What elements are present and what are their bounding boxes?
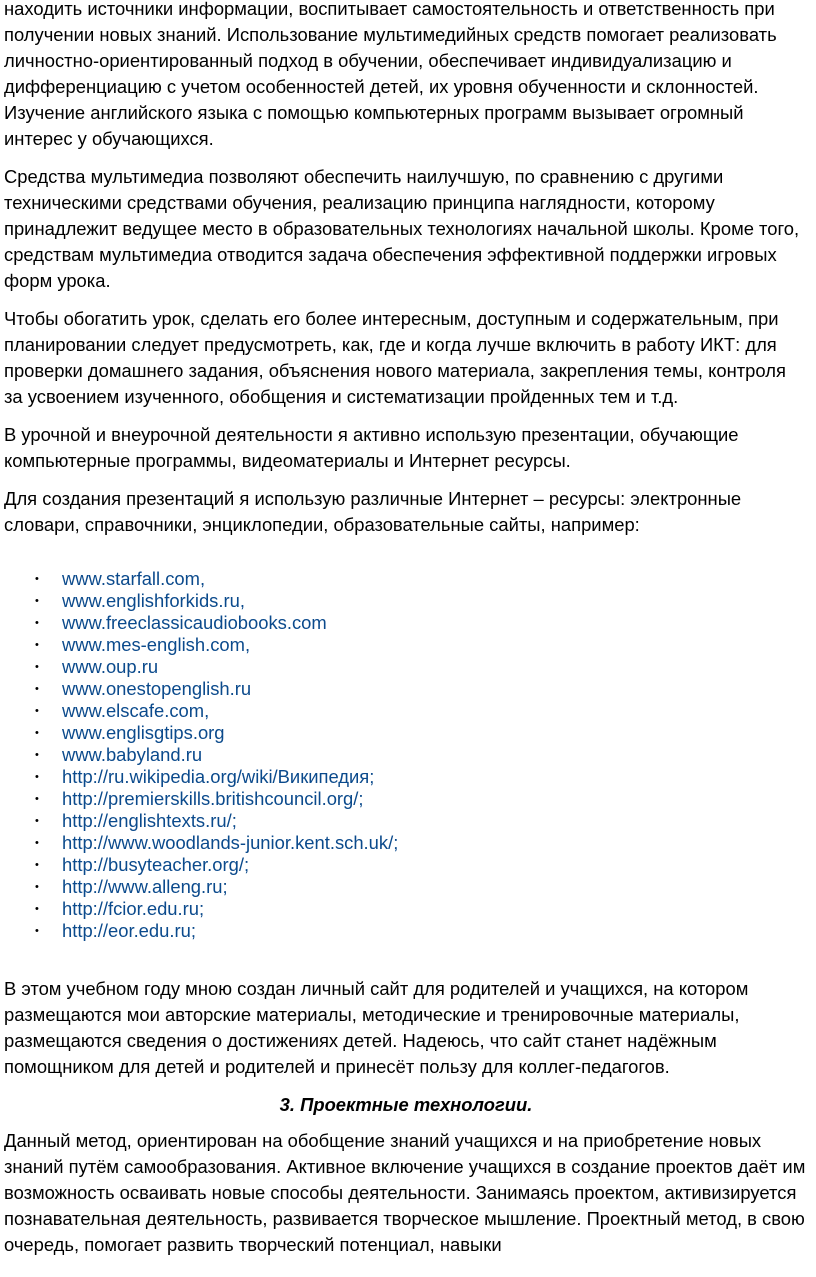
bullet-icon: • [35, 771, 39, 783]
list-item: • http://ru.wikipedia.org/wiki/Википедия; [35, 766, 375, 787]
bullet-icon: • [35, 639, 39, 651]
bullet-icon: • [35, 705, 39, 717]
bullet-icon: • [35, 881, 39, 893]
link-alleng[interactable]: http://www.alleng.ru [62, 876, 223, 897]
list-item: • www.mes-english.com, [35, 634, 251, 655]
link-babyland[interactable]: www.babyland.ru [62, 744, 203, 765]
link-starfall[interactable]: www.starfall.com [62, 568, 200, 589]
bullet-icon: • [35, 793, 39, 805]
link-englisgtips[interactable]: www.englisgtips.org [62, 722, 225, 743]
list-item: • http://eor.edu.ru; [35, 920, 196, 941]
list-item: • www.englishforkids.ru, [35, 590, 245, 611]
paragraph-1: находить источники информации, воспитывает самостоятельность и ответственность при получении новых знаний. Использование мультимедийных средств помогает реализовать личностно-ориентированный подход в обучении, обеспечивает индивидуализацию и дифференциацию с учетом особенностей детей, их уровня обученности и склонностей. Изучение английского языка с помощью компьютерных программ вызывает огромный интерес у обучающихся. [4, 0, 777, 149]
link-englishforkids[interactable]: www.englishforkids.ru [62, 590, 240, 611]
list-item [4, 678, 808, 700]
paragraph-3: Чтобы обогатить урок, сделать его более интересным, доступным и содержательным, при планировании следует предусмотреть, как, где и когда лучше включить в работу ИКТ: для проверки домашнего задания, объяснения нового материала, закрепления темы, контроля за усвоением изученного, обобщения и систематизации пройденных тем и т.д. [4, 308, 786, 407]
bullet-icon: • [35, 595, 39, 607]
link-fcior[interactable]: http://fcior.edu.ru [62, 898, 199, 919]
link-englishtexts[interactable]: http://englishtexts.ru/ [62, 810, 232, 831]
paragraph-4: В урочной и внеурочной деятельности я активно использую презентации, обучающие компьютерные программы, видеоматериалы и Интернет ресурсы. [4, 424, 739, 471]
bullet-icon: • [35, 683, 39, 695]
list-item: • http://www.alleng.ru; [35, 876, 228, 897]
list-item: • www.elscafe.com, [35, 700, 210, 721]
list-item: • http://fcior.edu.ru; [35, 898, 205, 919]
link-onestopenglish[interactable]: www.onestopenglish.ru [62, 678, 252, 699]
bullet-icon: • [35, 661, 39, 673]
paragraph-after-list: В этом учебном году мною создан личный сайт для родителей и учащихся, на котором размещаются мои авторские материалы, методические и тренировочные материалы, размещаются сведения о достижениях детей. Надеюсь, что сайт станет надёжным помощником для детей и родителей и принесёт пользу для коллег-педагогов. [4, 978, 749, 1077]
bullet-icon: • [35, 573, 39, 585]
list-item [4, 722, 808, 744]
bullet-icon: • [35, 727, 39, 739]
bullet-icon: • [35, 617, 39, 629]
list-item [4, 612, 808, 634]
link-wikipedia[interactable]: http://ru.wikipedia.org/wiki/Википедия [62, 766, 370, 787]
paragraph-2: Средства мультимедиа позволяют обеспечить наилучшую, по сравнению с другими техническими средствами обучения, реализацию принципа наглядности, которому принадлежит ведущее место в образовательных технологиях начальной школы. Кроме того, средствам мультимедиа отводится задача обеспечения эффективной поддержки игровых форм урока. [4, 166, 800, 291]
link-woodlands-junior[interactable]: http://www.woodlands-junior.kent.sch.uk/ [62, 832, 394, 853]
link-eor[interactable]: http://eor.edu.ru [62, 920, 191, 941]
list-item [4, 656, 808, 678]
link-mes-english[interactable]: www.mes-english.com [62, 634, 245, 655]
list-item: • http://englishtexts.ru/; [35, 810, 237, 831]
bullet-icon: • [35, 837, 39, 849]
list-item [4, 744, 808, 766]
list-item: • http://www.woodlands-junior.kent.sch.uk/; [35, 832, 399, 853]
list-item: • http://premierskills.britishcouncil.org/; [35, 788, 364, 809]
paragraph-5: Для создания презентаций я использую различные Интернет – ресурсы: электронные словари, справочники, энциклопедии, образовательные сайты, например: [4, 488, 742, 535]
bullet-icon: • [35, 815, 39, 827]
paragraph-final: Данный метод, ориентирован на обобщение знаний учащихся и на приобретение новых знаний путём самообразования. Активное включение учащихся в создание проектов даёт им возможность осваивать новые способы деятельности. Занимаясь проектом, активизируется познавательная деятельность, развивается творческое мышление. Проектный метод, в свою очередь, помогает развить творческий потенциал, навыки [4, 1130, 806, 1255]
link-premierskills[interactable]: http://premierskills.britishcouncil.org/ [62, 788, 359, 809]
link-elscafe[interactable]: www.elscafe.com [62, 700, 205, 721]
list-item: • www.starfall.com, [35, 568, 206, 589]
link-busyteacher[interactable]: http://busyteacher.org/ [62, 854, 244, 875]
resource-links-list [4, 568, 808, 942]
link-freeclassicaudiobooks[interactable]: www.freeclassicaudiobooks.com [62, 612, 327, 633]
link-oup[interactable]: www.oup.ru [62, 656, 159, 677]
section-heading: 3. Проектные технологии. [279, 1094, 533, 1115]
bullet-icon: • [35, 903, 39, 915]
bullet-icon: • [35, 749, 39, 761]
list-item: • http://busyteacher.org/; [35, 854, 250, 875]
bullet-icon: • [35, 925, 39, 937]
bullet-icon: • [35, 859, 39, 871]
